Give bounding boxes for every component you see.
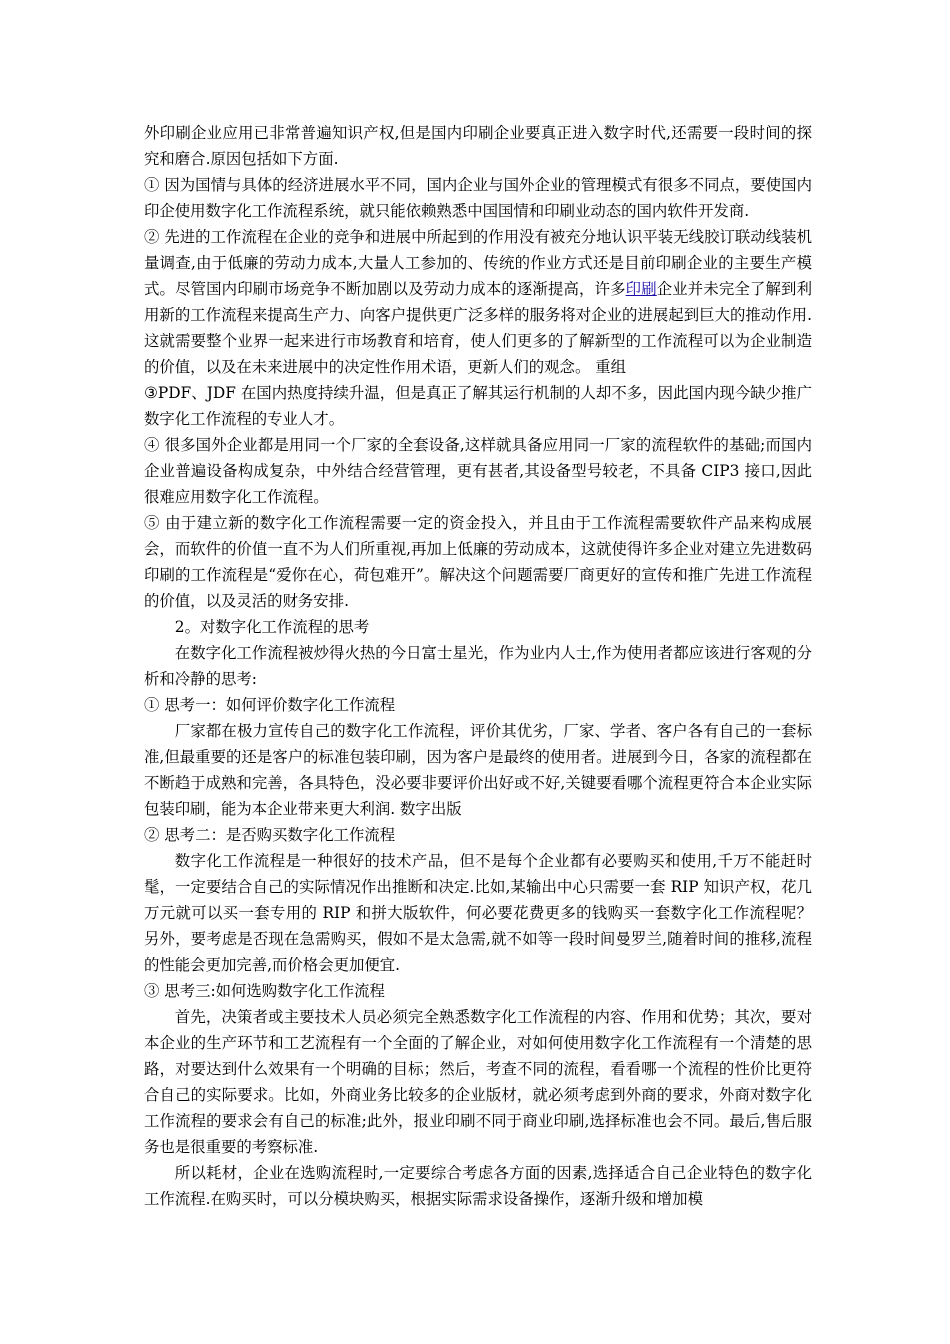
printing-link[interactable]: 印刷: [625, 280, 657, 298]
section-2-heading: 2。对数字化工作流程的思考: [174, 618, 370, 636]
reason-2-text-after-link: 企业并未完全了解到利用新的工作流程来提高生产力、向客户提供更广泛多样的服务将对企业的进展起到巨大的推动作用.这就需要整个业界一起来进行市场教育和培育，使人们更多的了解新型的工作流程可以为企业制造的价值，以及在未来进展中的决定性作用术语，更新人们的观念。 重组: [144, 280, 812, 376]
reason-1-paragraph: ① 因为国情与具体的经济进展水平不同，国内企业与国外企业的管理模式有很多不同点，要使国内印企使用数字化工作流程系统，就只能依赖熟悉中国国情和印刷业动态的国内软件开发商.: [144, 176, 812, 220]
conclusion-paragraph: 所以耗材，企业在选购流程时,一定要综合考虑各方面的因素,选择适合自己企业特色的数字化工作流程.在购买时，可以分模块购买，根据实际需求设备操作，逐渐升级和增加模: [144, 1164, 812, 1208]
reason-3-paragraph: ③PDF、JDF 在国内热度持续升温，但是真正了解其运行机制的人却不多，因此国内现今缺少推广数字化工作流程的专业人才。: [144, 384, 812, 428]
reason-5-paragraph: ⑤ 由于建立新的数字化工作流程需要一定的资金投入，并且由于工作流程需要软件产品来构成展会，而软件的价值一直不为人们所重视,再加上低廉的劳动成本，这就使得许多企业对建立先进数码印刷的工作流程是“爱你在心，荷包难开”。解决这个问题需要厂商更好的宣传和推广先进工作流程的价值，以及灵活的财务安排.: [144, 514, 812, 610]
reason-2-paragraph: [144, 224, 812, 380]
reason-4-paragraph: ④ 很多国外企业都是用同一个厂家的全套设备,这样就具备应用同一厂家的流程软件的基础;而国内企业普遍设备构成复杂，中外结合经营管理，更有甚者,其设备型号较老，不具备 CIP3 接口,因此很难应用数字化工作流程。: [144, 436, 812, 506]
think-3-body: 首先，决策者或主要技术人员必须完全熟悉数字化工作流程的内容、作用和优势；其次，要对本企业的生产环节和工艺流程有一个全面的了解企业，对如何使用数字化工作流程有一个清楚的思路，对要达到什么效果有一个明确的目标；然后，考查不同的流程，看看哪一个流程的性价比更符合自己的实际要求。比如，外商业务比较多的企业版材，就必须考虑到外商的要求，外商对数字化工作流程的要求会有自己的标准;此外，报业印刷不同于商业印刷,选择标准也会不同。最后,售后服务也是很重要的考察标准.: [144, 1008, 812, 1156]
reason-2-text-before-link: ② 先进的工作流程在企业的竞争和进展中所起到的作用没有被充分地认识平装无线胶订联动线装机量调查,由于低廉的劳动力成本,大量人工参加的、传统的作业方式还是目前印刷企业的主要生产模式。尽管国内印刷市场竞争不断加剧以及劳动力成本的逐渐提高，许多: [144, 228, 812, 298]
think-2-heading: ② 思考二：是否购买数字化工作流程: [144, 826, 396, 844]
intro-paragraph: 外印刷企业应用已非常普遍知识产权,但是国内印刷企业要真正进入数字时代,还需要一段时间的探究和磨合.原因包括如下方面.: [144, 124, 812, 168]
section-2-intro: 在数字化工作流程被炒得火热的今日富士星光，作为业内人士,作为使用者都应该进行客观的分析和冷静的思考:: [144, 644, 812, 688]
think-3-heading: ③ 思考三:如何选购数字化工作流程: [144, 982, 385, 1000]
think-1-heading: ① 思考一：如何评价数字化工作流程: [144, 696, 396, 714]
think-2-body: 数字化工作流程是一种很好的技术产品，但不是每个企业都有必要购买和使用,千万不能赶时髦，一定要结合自己的实际情况作出推断和决定.比如,某输出中心只需要一套 RIP 知识产权，花几万元就可以买一套专用的 RIP 和拼大版软件，何必要花费更多的钱购买一套数字化工作流程呢？另外，要考虑是否现在急需购买，假如不是太急需,就不如等一段时间曼罗兰,随着时间的推移,流程的性能会更加完善,而价格会更加便宜.: [144, 852, 812, 974]
think-1-body: 厂家都在极力宣传自己的数字化工作流程，评价其优劣，厂家、学者、客户各有自己的一套标准,但最重要的还是客户的标准包装印刷，因为客户是最终的使用者。进展到今日，各家的流程都在不断趋于成熟和完善，各具特色，没必要非要评价出好或不好,关键要看哪个流程更符合本企业实际包装印刷，能为本企业带来更大利润. 数字出版: [144, 722, 812, 818]
document-body: [144, 120, 812, 1212]
